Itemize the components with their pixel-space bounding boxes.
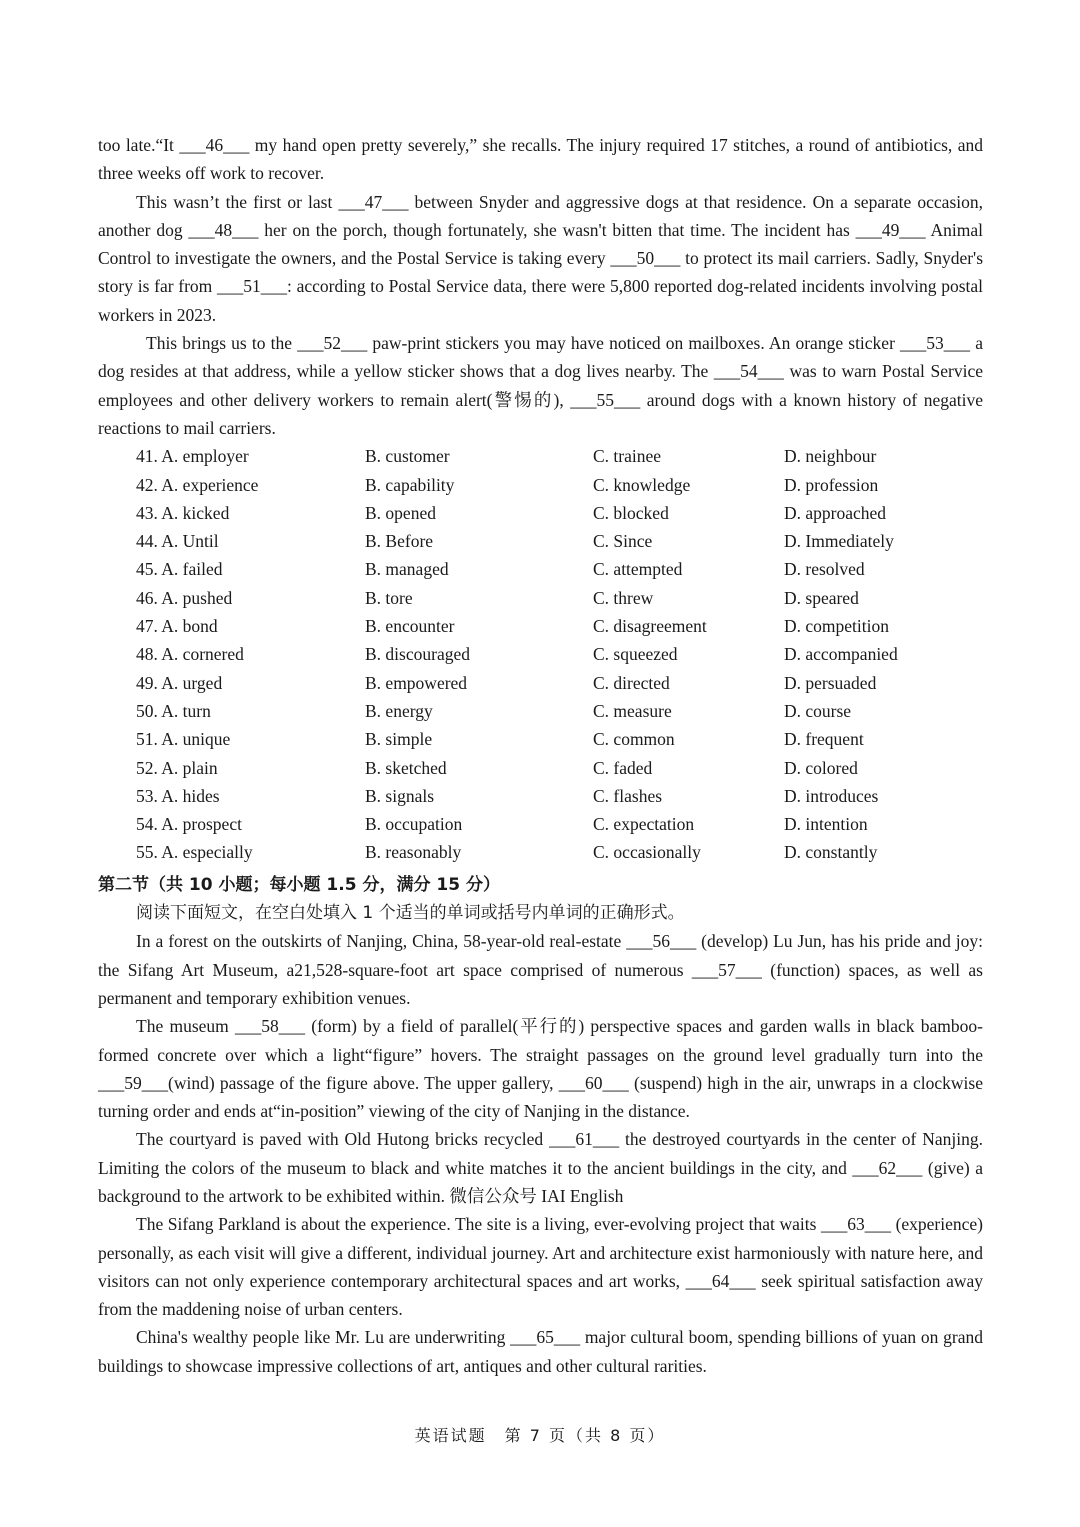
option-c: C. attempted <box>593 559 683 580</box>
option-b: B. discouraged <box>365 644 470 665</box>
option-d: D. neighbour <box>784 446 877 467</box>
option-b: B. simple <box>365 729 433 750</box>
option-c: C. knowledge <box>593 474 691 495</box>
option-c: C. disagreement <box>593 616 707 637</box>
option-d: D. frequent <box>784 729 864 750</box>
option-a: 44. A. Until <box>136 531 219 552</box>
option-row <box>98 442 983 470</box>
option-d: D. colored <box>784 757 858 778</box>
option-b: B. customer <box>365 446 450 467</box>
option-row <box>98 669 983 697</box>
option-b: B. tore <box>365 587 413 608</box>
passage-paragraph: The courtyard is paved with Old Hutong bricks recycled ___61___ the destroyed courtyards in the center of Nanjing. Limiting the colors of the museum to black and white matches it to the ancient buildings in the city, and ___62___ (give) a background to the artwork to be exhibited within. 微信公众号 IAI English <box>98 1129 983 1206</box>
option-b: B. Before <box>365 531 434 552</box>
option-d: D. accompanied <box>784 644 898 665</box>
passage-paragraph: The museum ___58___ (form) by a field of parallel(平行的) perspective spaces and garden walls in black bamboo-formed concrete over which a light“figure” hovers. The straight passages on the ground level gradually turn into the ___59___(wind) passage of the figure above. The upper gallery, ___60___ (suspend) high in the air, unwraps in a clockwise turning order and ends at“in-position” viewing of the city of Nanjing in the distance. <box>98 1016 983 1122</box>
option-b: B. occupation <box>365 814 463 835</box>
option-c: C. squeezed <box>593 644 678 665</box>
option-a: 49. A. urged <box>136 672 223 693</box>
option-a: 41. A. employer <box>136 446 249 467</box>
option-d: D. introduces <box>784 785 879 806</box>
page-footer: 英语试题 第 7 页（共 8 页） <box>414 1426 666 1445</box>
option-row <box>98 725 983 753</box>
option-d: D. course <box>784 700 852 721</box>
option-c: C. blocked <box>593 502 669 523</box>
exam-page <box>98 131 983 1380</box>
option-c: C. Since <box>593 531 653 552</box>
option-d: D. intention <box>784 814 868 835</box>
option-c: C. directed <box>593 672 670 693</box>
answer-options-list <box>98 442 983 866</box>
option-b: B. energy <box>365 700 433 721</box>
option-c: C. threw <box>593 587 654 608</box>
option-a: 45. A. failed <box>136 559 223 580</box>
passage-paragraph: This brings us to the ___52___ paw-print stickers you may have noticed on mailboxes. An orange sticker ___53___ a dog resides at that address, while a yellow sticker shows that a dog lives nearby. The ___54___ was to warn Postal Service employees and other delivery workers to remain alert(警惕的), ___55___ around dogs with a known history of negative reactions to mail carriers. <box>98 333 983 438</box>
option-c: C. measure <box>593 700 672 721</box>
option-d: D. constantly <box>784 842 878 863</box>
passage-paragraph: too late.“It ___46___ my hand open pretty severely,” she recalls. The injury required 17 stitches, a round of antibiotics, and three weeks off work to recover. <box>98 135 983 184</box>
option-b: B. signals <box>365 785 435 806</box>
option-d: D. speared <box>784 587 859 608</box>
passage-paragraph: This wasn’t the first or last ___47___ between Snyder and aggressive dogs at that residence. On a separate occasion, another dog ___48___ her on the porch, though fortunately, she wasn't bitten that time. The incident has ___49___ Animal Control to investigate the owners, and the Postal Service is taking every ___50___ to protect its mail carriers. Sadly, Snyder's story is far from ___51___: according to Postal Service data, there were 5,800 reported dog-related incidents involving postal workers in 2023. <box>98 191 983 325</box>
option-d: D. profession <box>784 474 879 495</box>
option-a: 52. A. plain <box>136 757 218 778</box>
option-row <box>98 584 983 612</box>
option-a: 53. A. hides <box>136 785 220 806</box>
option-d: D. competition <box>784 616 889 637</box>
section-title: 第二节（共 10 小题；每小题 1.5 分，满分 15 分） <box>98 874 500 895</box>
option-b: B. encounter <box>365 616 455 637</box>
option-row <box>98 499 983 527</box>
passage-paragraph: China's wealthy people like Mr. Lu are underwriting ___65___ major cultural boom, spending billions of yuan on grand buildings to showcase impressive collections of art, antiques and other cultural rarities. <box>98 1327 983 1376</box>
option-c: C. occasionally <box>593 842 701 863</box>
option-a: 46. A. pushed <box>136 587 233 608</box>
option-b: B. sketched <box>365 757 447 778</box>
option-row <box>98 527 983 555</box>
option-a: 54. A. prospect <box>136 814 242 835</box>
option-a: 42. A. experience <box>136 474 259 495</box>
option-b: B. reasonably <box>365 842 462 863</box>
option-a: 50. A. turn <box>136 700 211 721</box>
option-b: B. opened <box>365 502 436 523</box>
option-d: D. Immediately <box>784 531 894 552</box>
option-row <box>98 754 983 782</box>
option-c: C. trainee <box>593 446 662 467</box>
option-c: C. common <box>593 729 675 750</box>
option-c: C. expectation <box>593 814 695 835</box>
passage-paragraph: The Sifang Parkland is about the experience. The site is a living, ever-evolving project that waits ___63___ (experience) personally, as each visit will give a different, individual journey. Art and architecture exist harmoniously with nature here, and visitors can not only experience contemporary architectural spaces and art works, ___64___ seek spiritual satisfaction away from the maddening noise of urban centers. <box>98 1214 983 1320</box>
option-row <box>98 810 983 838</box>
option-d: D. approached <box>784 502 887 523</box>
option-row <box>98 555 983 583</box>
option-row <box>98 697 983 725</box>
option-b: B. empowered <box>365 672 468 693</box>
passage-paragraph: In a forest on the outskirts of Nanjing, China, 58-year-old real-estate ___56___ (develop) Lu Jun, has his pride and joy: the Sifang Art Museum, a21,528-square-foot art space comprised of numerous ___57___ (function) spaces, as well as permanent and temporary exhibition venues. <box>98 931 983 1008</box>
option-a: 55. A. especially <box>136 842 253 863</box>
option-a: 47. A. bond <box>136 616 218 637</box>
option-a: 43. A. kicked <box>136 502 230 523</box>
option-row <box>98 838 983 866</box>
option-row <box>98 640 983 668</box>
option-b: B. managed <box>365 559 449 580</box>
option-row <box>98 471 983 499</box>
option-c: C. faded <box>593 757 653 778</box>
section-instruction: 阅读下面短文，在空白处填入 1 个适当的单词或括号内单词的正确形式。 <box>136 903 685 924</box>
option-row <box>98 612 983 640</box>
option-d: D. persuaded <box>784 672 877 693</box>
option-row <box>98 782 983 810</box>
option-b: B. capability <box>365 474 455 495</box>
option-c: C. flashes <box>593 785 663 806</box>
option-a: 48. A. cornered <box>136 644 244 665</box>
option-a: 51. A. unique <box>136 729 231 750</box>
option-d: D. resolved <box>784 559 865 580</box>
